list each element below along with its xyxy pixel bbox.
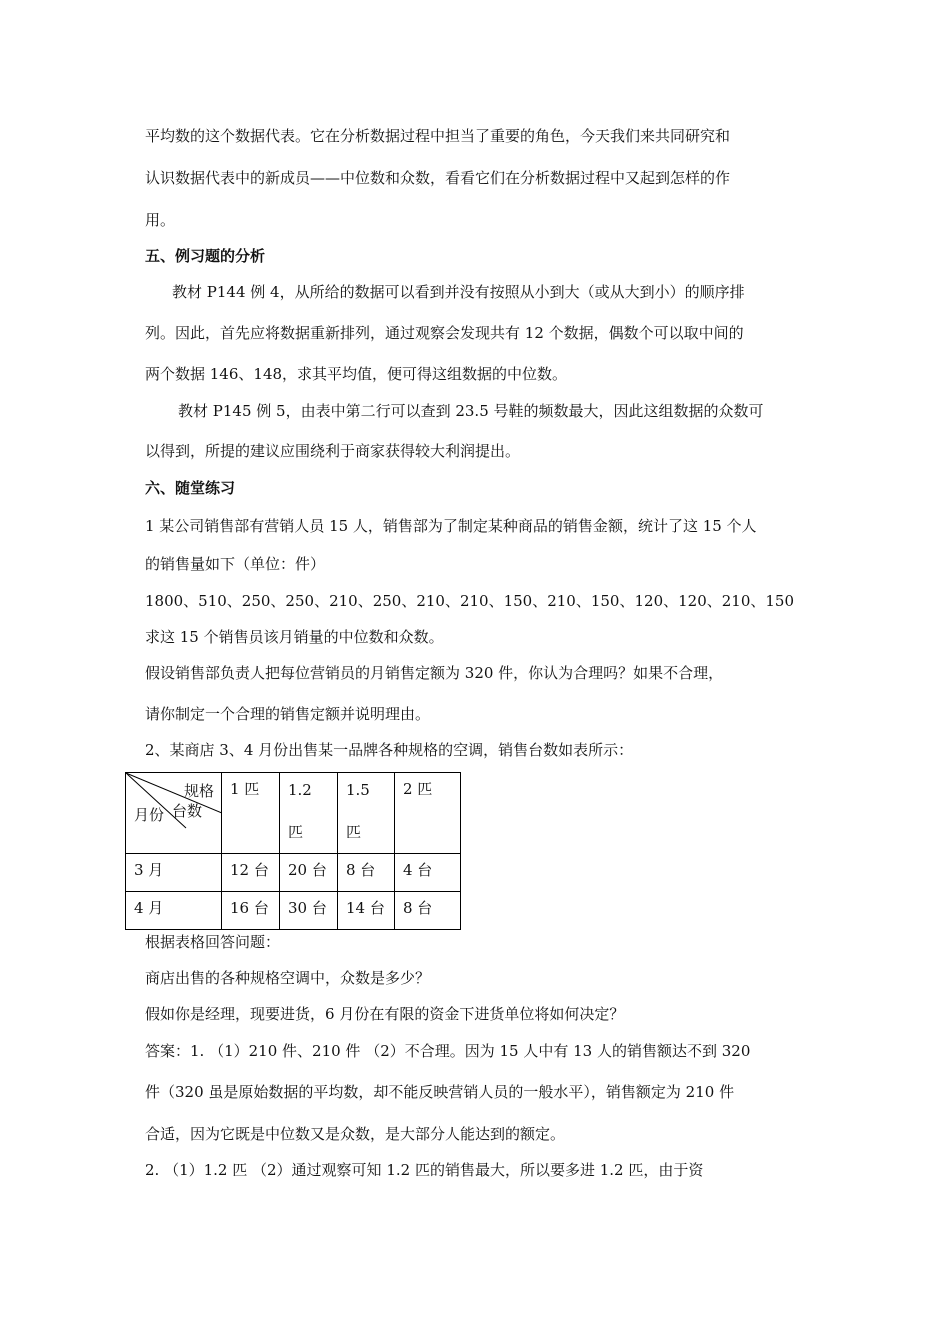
table-cell: 16 台: [222, 892, 280, 930]
column-header: 1.2 匹: [280, 773, 338, 854]
column-header: 1.5 匹: [338, 773, 395, 854]
intro-line-3: 用。: [145, 211, 176, 229]
answer-line-4: 2. （1）1.2 匹 （2）通过观察可知 1.2 匹的销售最大，所以要多进 1.2 匹，由于资: [145, 1161, 704, 1179]
corner-label-count: 台数: [172, 802, 203, 820]
answer-line-2: 件（320 虽是原始数据的平均数，却不能反映营销人员的一般水平），销售额定为 210 件: [145, 1083, 735, 1101]
table-cell: 14 台: [338, 892, 395, 930]
corner-label-month: 月份: [134, 806, 165, 824]
q2-line-1: 根据表格回答问题：: [145, 933, 281, 951]
intro-line-1: 平均数的这个数据代表。它在分析数据过程中担当了重要的角色，今天我们来共同研究和: [145, 127, 731, 145]
table-cell: 8 台: [338, 854, 395, 892]
section6-heading: 六、随堂练习: [145, 479, 236, 497]
section5-para1-line-2: 列。因此，首先应将数据重新排列，通过观察会发现共有 12 个数据，偶数个可以取中间的: [145, 324, 744, 342]
q1-line-4: 求这 15 个销售员该月销量的中位数和众数。: [145, 628, 444, 646]
row-month: 3 月: [126, 854, 222, 892]
section5-para1-line-3: 两个数据 146、148，求其平均值，便可得这组数据的中位数。: [145, 365, 568, 383]
q1-data-line: 1800、510、250、250、210、250、210、210、150、210、150、120、120、210、150: [145, 592, 795, 610]
q2-intro: 2、某商店 3、4 月份出售某一品牌各种规格的空调，销售台数如表所示：: [145, 741, 634, 759]
q1-line-1: 1 某公司销售部有营销人员 15 人，销售部为了制定某种商品的销售金额，统计了这 15 个人: [145, 517, 757, 535]
intro-line-2: 认识数据代表中的新成员——中位数和众数，看看它们在分析数据过程中又起到怎样的作: [145, 169, 731, 187]
q2-line-3: 假如你是经理，现要进货，6 月份在有限的资金下进货单位将如何决定？: [145, 1005, 625, 1023]
corner-label-spec: 规格: [184, 782, 215, 800]
answer-line-3: 合适，因为它既是中位数又是众数，是大部分人能达到的额定。: [145, 1125, 566, 1143]
column-header: 2 匹: [395, 773, 461, 854]
q1-line-5: 假设销售部负责人把每位营销员的月销售定额为 320 件，你认为合理吗？如果不合理，: [145, 664, 724, 682]
table-row: [126, 892, 461, 930]
section5-para2-line-1: 教材 P145 例 5，由表中第二行可以查到 23.5 号鞋的频数最大，因此这组数据的众数可: [178, 402, 764, 420]
table-cell: 20 台: [280, 854, 338, 892]
table-cell: 4 台: [395, 854, 461, 892]
q1-line-6: 请你制定一个合理的销售定额并说明理由。: [145, 705, 431, 723]
section5-heading: 五、例习题的分析: [145, 247, 266, 265]
q2-line-2: 商店出售的各种规格空调中，众数是多少？: [145, 969, 431, 987]
table-cell: 30 台: [280, 892, 338, 930]
section5-para2-line-2: 以得到，所提的建议应围绕利于商家获得较大利润提出。: [145, 442, 521, 460]
answer-line-1: 答案：1. （1）210 件、210 件 （2）不合理。因为 15 人中有 13 人的销售额达不到 320: [145, 1042, 751, 1060]
section5-para1-line-1: 教材 P144 例 4，从所给的数据可以看到并没有按照从小到大（或从大到小）的顺序排: [172, 283, 745, 301]
row-month: 4 月: [126, 892, 222, 930]
table-cell: 12 台: [222, 854, 280, 892]
sales-table: [125, 772, 461, 930]
q1-line-2: 的销售量如下（单位：件）: [145, 555, 326, 573]
table-header-row: [126, 773, 461, 854]
table-cell: 8 台: [395, 892, 461, 930]
table-corner-cell: [126, 773, 222, 854]
column-header: 1 匹: [222, 773, 280, 854]
table-row: [126, 854, 461, 892]
